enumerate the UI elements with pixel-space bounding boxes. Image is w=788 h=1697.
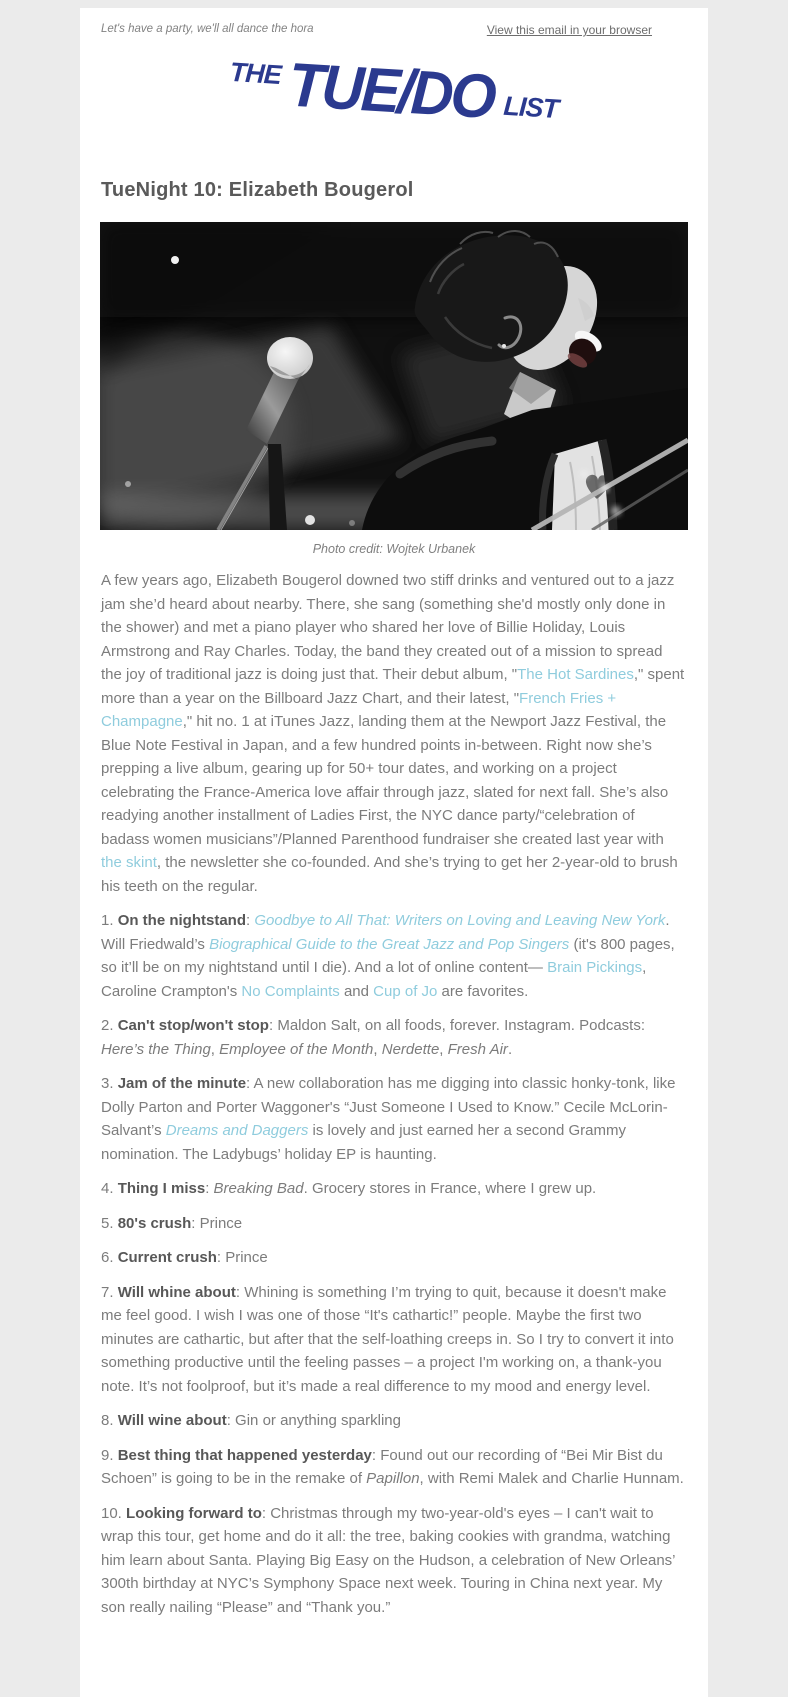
text-segment: 7. (101, 1283, 118, 1301)
inline-link[interactable]: The Hot Sardines (517, 666, 634, 683)
photo-credit: Photo credit: Wojtek Urbanek (312, 542, 476, 556)
inline-link[interactable]: Goodbye to All That: Writers on Loving and Leaving New York (254, 912, 666, 929)
text-segment: 4. (101, 1180, 118, 1197)
logo-word-list: LIST (502, 90, 560, 125)
text-segment: 3. (101, 1075, 118, 1092)
article-photo (100, 222, 688, 530)
logo-word-tuedo: TUE/DO (286, 50, 496, 133)
paragraph-8 (101, 1409, 687, 1433)
text-segment: Can't stop/won't stop (117, 1017, 269, 1034)
paragraph-9 (101, 1444, 687, 1491)
text-segment: . Will Friedwald’s (101, 912, 670, 953)
text-segment: : Prince (216, 1249, 268, 1266)
text-segment: : Gin or anything sparkling (226, 1412, 401, 1429)
logo-tuedo-list (100, 50, 688, 155)
text-segment: Best thing that happened yesterday (117, 1446, 372, 1464)
concert-photo-illustration (100, 222, 688, 530)
paragraph-2 (101, 1014, 687, 1061)
inline-link[interactable]: French Fries + Champagne (101, 689, 617, 730)
paragraph-4 (101, 1177, 687, 1201)
text-segment: , with Remi Malek and Charlie Hunnam. (419, 1470, 684, 1487)
preheader-tagline: Let's have a party, we'll all dance the hora (101, 23, 314, 35)
text-segment: , the newsletter she co-founded. And she’s trying to get her 2-year-old to brush his teeth on the regular. (101, 854, 678, 895)
text-segment: : (246, 912, 255, 929)
paragraph-3 (101, 1072, 687, 1166)
text-segment: . Grocery stores in France, where I grew up. (303, 1180, 597, 1197)
text-segment: Breaking Bad (213, 1180, 304, 1197)
text-segment: On the nightstand (117, 912, 247, 929)
text-segment: A few years ago, Elizabeth Bougerol downed two stiff drinks and ventured out to a jazz jam she’d heard about nearby. There, she sang (something she'd mostly only done in the shower) and met a piano player who shared her love of Billie Holiday, Louis Armstrong and Ray Charles. Today, the band they created out of a mission to spread the joy of traditional jazz is doing just that. Their debut album, " (101, 572, 675, 683)
text-segment: 2. (101, 1017, 118, 1034)
text-segment: ," hit no. 1 at iTunes Jazz, landing them at the Newport Jazz Festival, the Blue Note Festival in Japan, and a few hundred points in-between. Right now she’s prepping a live album, gearing up for 50+ tour dates, and working on a project celebrating the France-America love affair through jazz, slated for next fall. She’s also readying another installment of Ladies First, the NYC dance party/“celebration of badass women musicians”/Planned Parenthood fundraiser she created last year with (101, 713, 669, 848)
text-segment: , (439, 1040, 448, 1058)
logo-word-the: THE (229, 56, 282, 91)
text-segment: Current crush (117, 1249, 217, 1266)
text-segment: Will whine about (117, 1283, 236, 1301)
text-segment: 10. (101, 1504, 127, 1522)
text-segment: , Caroline Crampton's (101, 959, 647, 1000)
text-segment: Looking forward to (126, 1504, 262, 1522)
logo-text (228, 50, 561, 133)
text-segment: . (507, 1040, 513, 1058)
text-segment: and (339, 982, 374, 1000)
text-segment: Papillon (366, 1470, 420, 1487)
text-segment: 9. (101, 1446, 118, 1464)
article-title: TueNight 10: Elizabeth Bougerol (101, 179, 414, 201)
text-segment: is lovely and just earned her a second Grammy nomination. The Ladybugs’ holiday EP is haunting. (101, 1122, 626, 1163)
text-segment: 1. (101, 912, 118, 929)
paragraph-1 (101, 909, 687, 1003)
text-segment: : Christmas through my two-year-old's eyes – I can't wait to wrap this tour, get home and do it all: the tree, baking cookies with grandma, watching him learn about Santa. Playing Big Easy on the Hudson, a celebration of New Orleans’ 300th birthday at NYC’s Symphony Space next week. Touring in China next year. My son really nailing “Please” and “Thank you.” (101, 1504, 675, 1616)
text-segment: Here’s the Thing (101, 1040, 211, 1058)
text-segment: are favorites. (437, 982, 529, 1000)
text-segment: 5. (101, 1214, 118, 1232)
text-segment: Thing I miss (117, 1180, 206, 1197)
paragraph-7 (101, 1281, 687, 1399)
text-segment: (it's 800 pages, so it’ll be on my nightstand until I die). And a lot of online content— (101, 935, 675, 976)
text-segment: : Maldon Salt, on all foods, forever. Instagram. Podcasts: (268, 1017, 646, 1034)
text-segment: : Whining is something I’m trying to quit, because it doesn't make me feel good. I wish I was one of those “It's cathartic!” people. Maybe the first two minutes are cathartic, but after that the self-loathing creeps in. So I try to convert it into something productive until the feeling passes – a project I'm working on, a thank-you note. It’s not foolproof, but it’s made a real difference to my mood and energy level. (101, 1283, 674, 1395)
text-segment: 8. (101, 1412, 118, 1429)
text-segment: Nerdette (381, 1040, 440, 1058)
inline-link[interactable]: No Complaints (241, 982, 340, 1000)
view-in-browser-link[interactable]: View this email in your browser (486, 23, 652, 37)
text-segment: Employee of the Month (219, 1040, 374, 1058)
email-container (80, 8, 708, 1697)
text-segment: : (205, 1180, 214, 1197)
text-segment: ," spent more than a year on the Billboard Jazz Chart, and their latest, " (101, 666, 685, 707)
text-segment: Will wine about (117, 1412, 227, 1429)
text-segment: : A new collaboration has me digging into classic honky-tonk, like Dolly Parton and Porter Waggoner's “Just Someone I Used to Know.” Cecile McLorin-Salvant’s (101, 1075, 676, 1139)
paragraph-0 (101, 569, 687, 898)
text-segment: : Found out our recording of “Bei Mir Bist du Schoen” is going to be in the remake of (101, 1446, 663, 1487)
article-body (100, 569, 688, 1619)
text-segment: Jam of the minute (117, 1075, 247, 1092)
text-segment: Fresh Air (447, 1040, 508, 1058)
paragraph-10 (101, 1502, 687, 1620)
preheader (100, 8, 688, 37)
text-segment: , (373, 1040, 382, 1058)
inline-link[interactable]: Brain Pickings (547, 959, 643, 976)
inline-link[interactable]: Dreams and Daggers (165, 1122, 309, 1139)
text-segment: 6. (101, 1249, 118, 1266)
paragraph-6 (101, 1246, 687, 1270)
inline-link[interactable]: Cup of Jo (373, 982, 438, 1000)
inline-link[interactable]: the skint (101, 854, 157, 871)
text-segment: , (210, 1040, 220, 1058)
text-segment: : Prince (191, 1214, 243, 1232)
inline-link[interactable]: Biographical Guide to the Great Jazz and Pop Singers (209, 935, 570, 953)
paragraph-5 (101, 1212, 687, 1236)
text-segment: 80's crush (117, 1214, 192, 1232)
